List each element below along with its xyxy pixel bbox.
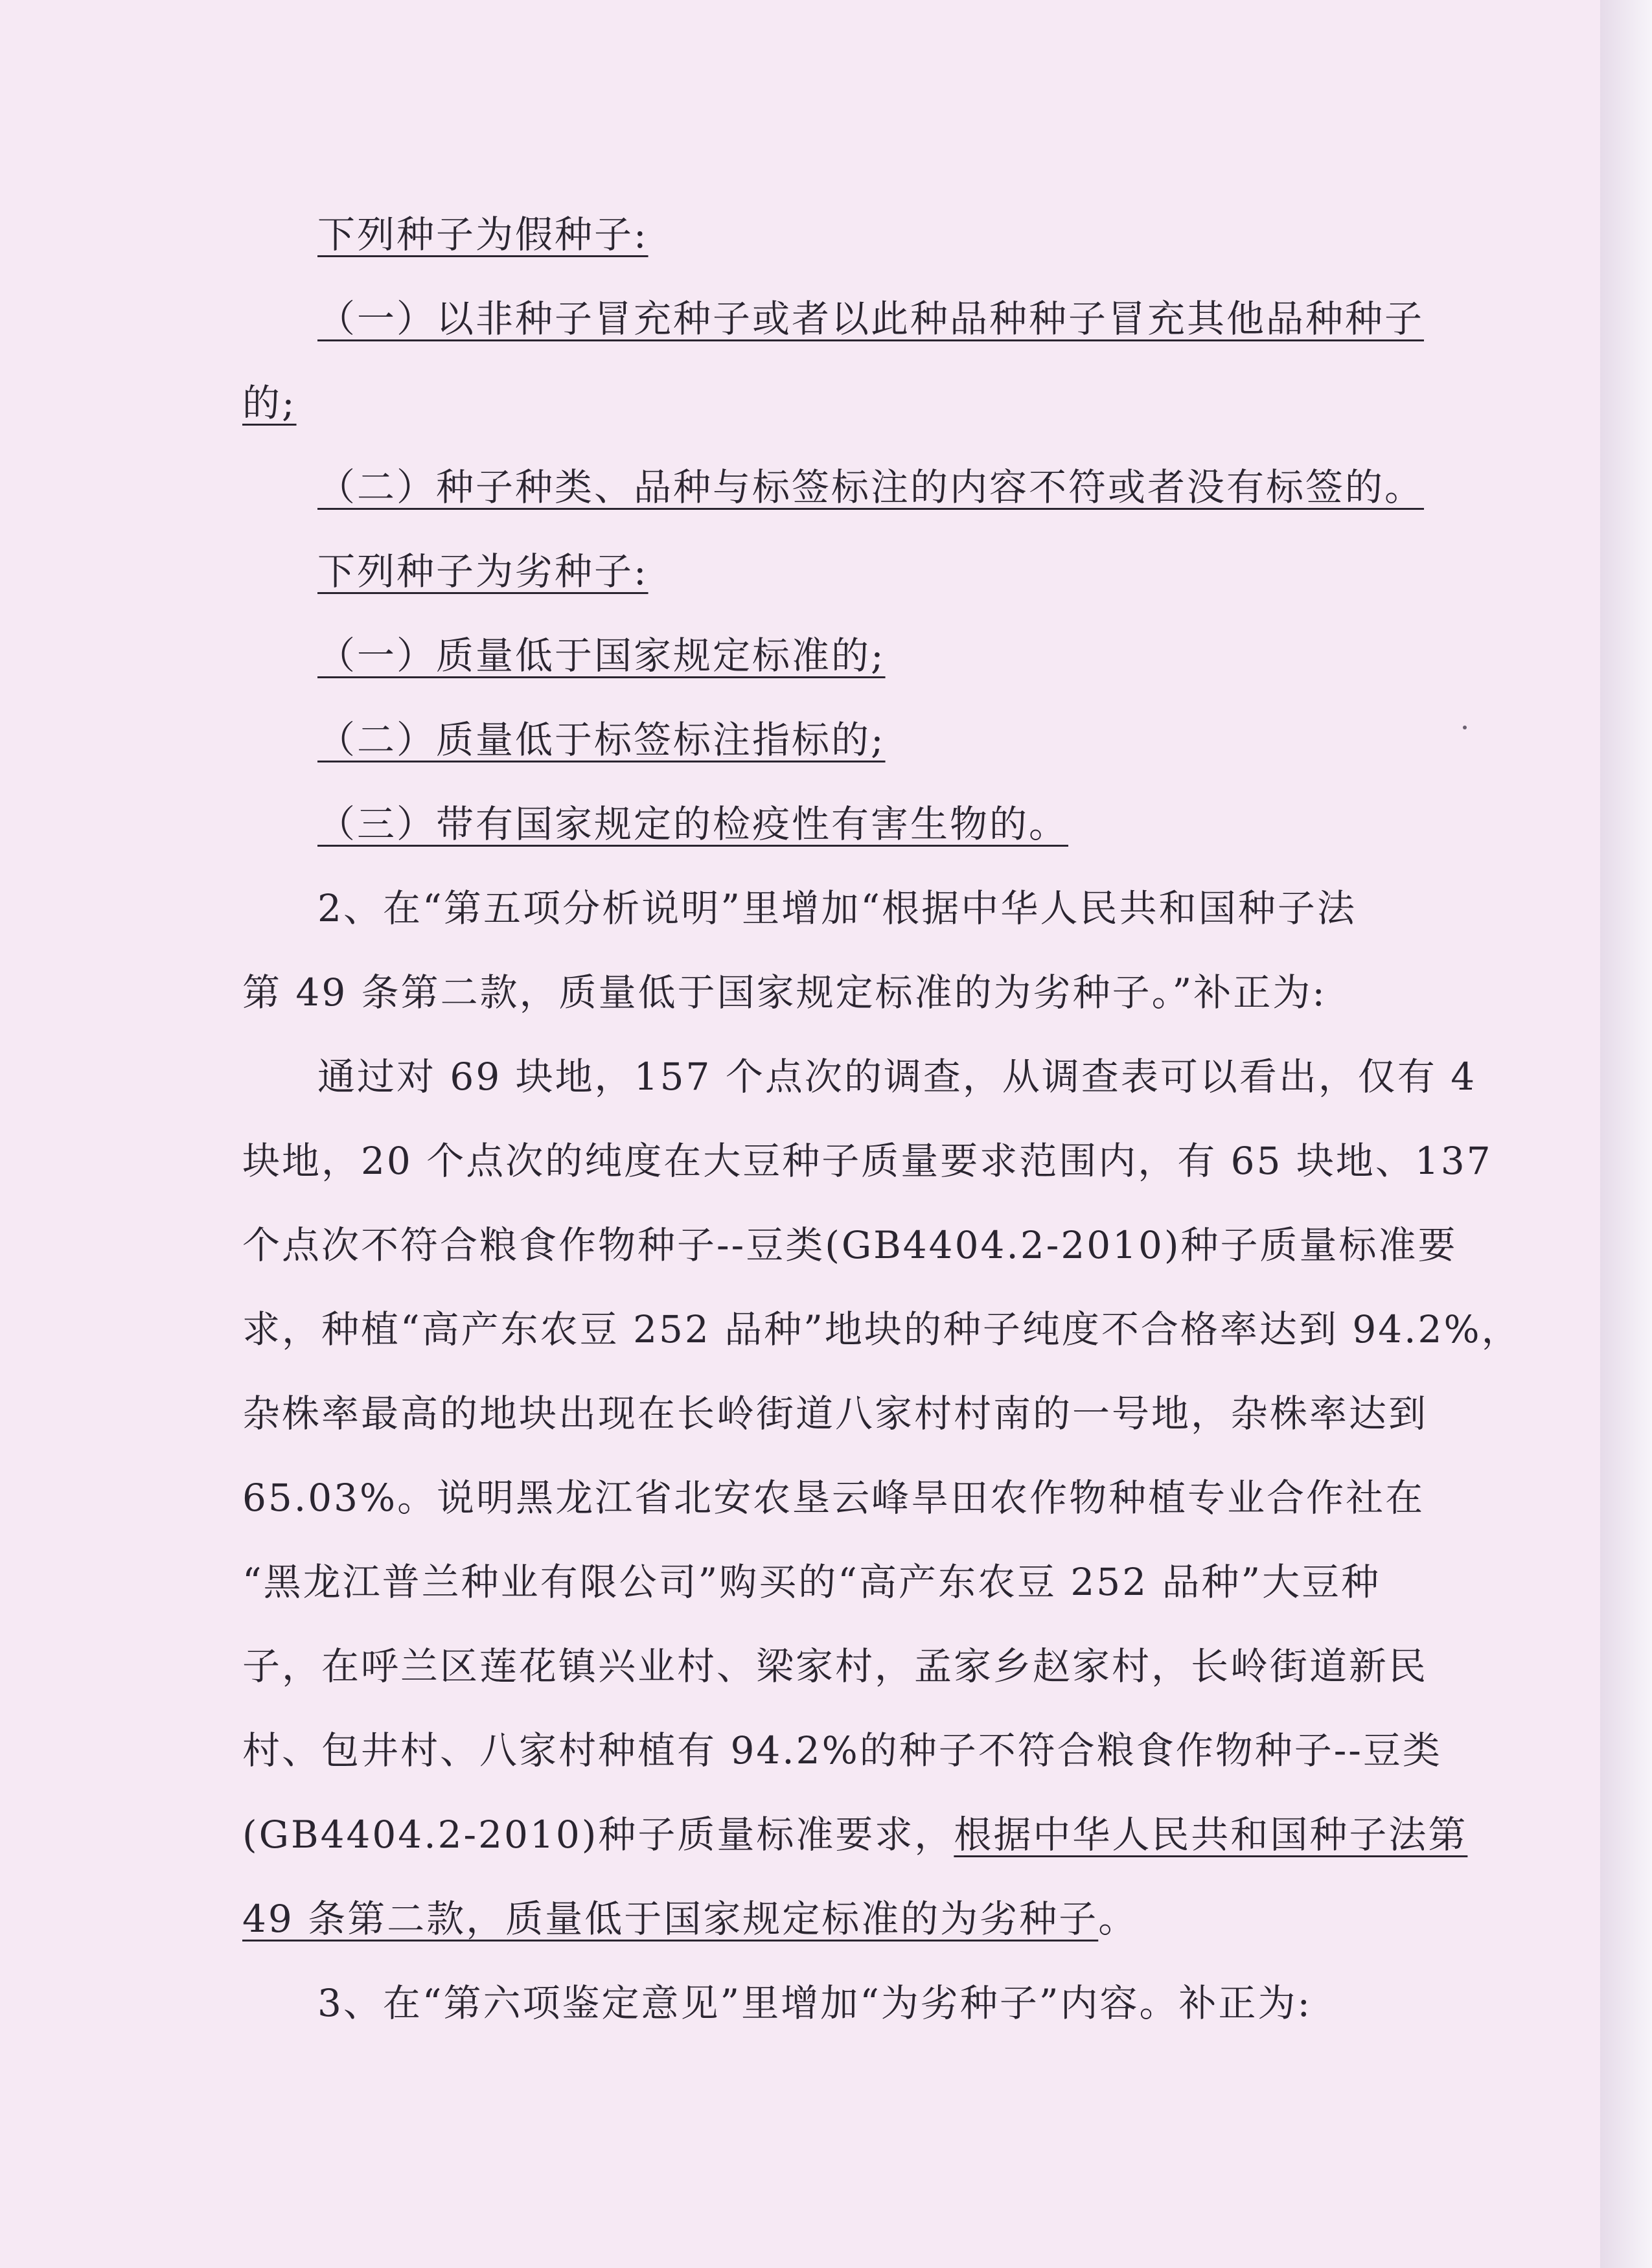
analysis-line-11: 49 条第二款，质量低于国家规定标准的为劣种子。: [242, 1897, 1138, 1941]
section-3-heading: 3、在“第六项鉴定意见”里增加“为劣种子”内容。补正为:: [317, 1981, 1313, 2025]
analysis-line-6: 65.03%。说明黑龙江省北安农垦云峰旱田农作物种植专业合作社在: [242, 1476, 1425, 1520]
fake-seed-heading: 下列种子为假种子:: [317, 212, 648, 257]
scan-speck: [1463, 726, 1467, 729]
inferior-seed-item-3: （三）带有国家规定的检疫性有害生物的。: [317, 802, 1069, 846]
analysis-line-10: (GB4404.2-2010)种子质量标准要求，根据中华人民共和国种子法第: [242, 1813, 1468, 1857]
section-2-heading-cont: 第 49 条第二款，质量低于国家规定标准的为劣种子。”补正为:: [242, 970, 1327, 1014]
scan-margin: [1600, 0, 1652, 2268]
fake-seed-item-1-cont: 的;: [242, 381, 297, 425]
inferior-seed-item-1: （一）质量低于国家规定标准的;: [317, 634, 886, 678]
analysis-line-1: 通过对 69 块地，157 个点次的调查，从调查表可以看出，仅有 4: [317, 1055, 1477, 1099]
analysis-line-4: 求，种植“高产东农豆 252 品种”地块的种子纯度不合格率达到 94.2%，: [242, 1307, 1521, 1351]
inferior-seed-heading: 下列种子为劣种子:: [317, 549, 648, 593]
fake-seed-item-2: （二）种子种类、品种与标签标注的内容不符或者没有标签的。: [317, 465, 1425, 509]
analysis-line-9: 村、包井村、八家村种植有 94.2%的种子不符合粮食作物种子--豆类: [242, 1728, 1442, 1772]
analysis-line-5: 杂株率最高的地块出现在长岭街道八家村村南的一号地，杂株率达到: [242, 1392, 1428, 1436]
analysis-line-7: “黑龙江普兰种业有限公司”购买的“高产东农豆 252 品种”大豆种: [242, 1560, 1381, 1604]
analysis-line-3: 个点次不符合粮食作物种子--豆类(GB4404.2-2010)种子质量标准要: [242, 1223, 1458, 1267]
fake-seed-item-1: （一）以非种子冒充种子或者以此种品种种子冒充其他品种种子: [317, 297, 1425, 341]
analysis-line-2: 块地，20 个点次的纯度在大豆种子质量要求范围内，有 65 块地、137: [242, 1139, 1493, 1183]
inferior-seed-item-2: （二）质量低于标签标注指标的;: [317, 718, 886, 762]
law-citation-part-2: 49 条第二款，质量低于国家规定标准的为劣种子: [242, 1897, 1099, 1941]
law-citation-part-1: 根据中华人民共和国种子法第: [954, 1813, 1468, 1857]
analysis-line-8: 子，在呼兰区莲花镇兴业村、梁家村，孟家乡赵家村，长岭街道新民: [242, 1644, 1428, 1688]
section-2-heading: 2、在“第五项分析说明”里增加“根据中华人民共和国种子法: [317, 886, 1357, 930]
